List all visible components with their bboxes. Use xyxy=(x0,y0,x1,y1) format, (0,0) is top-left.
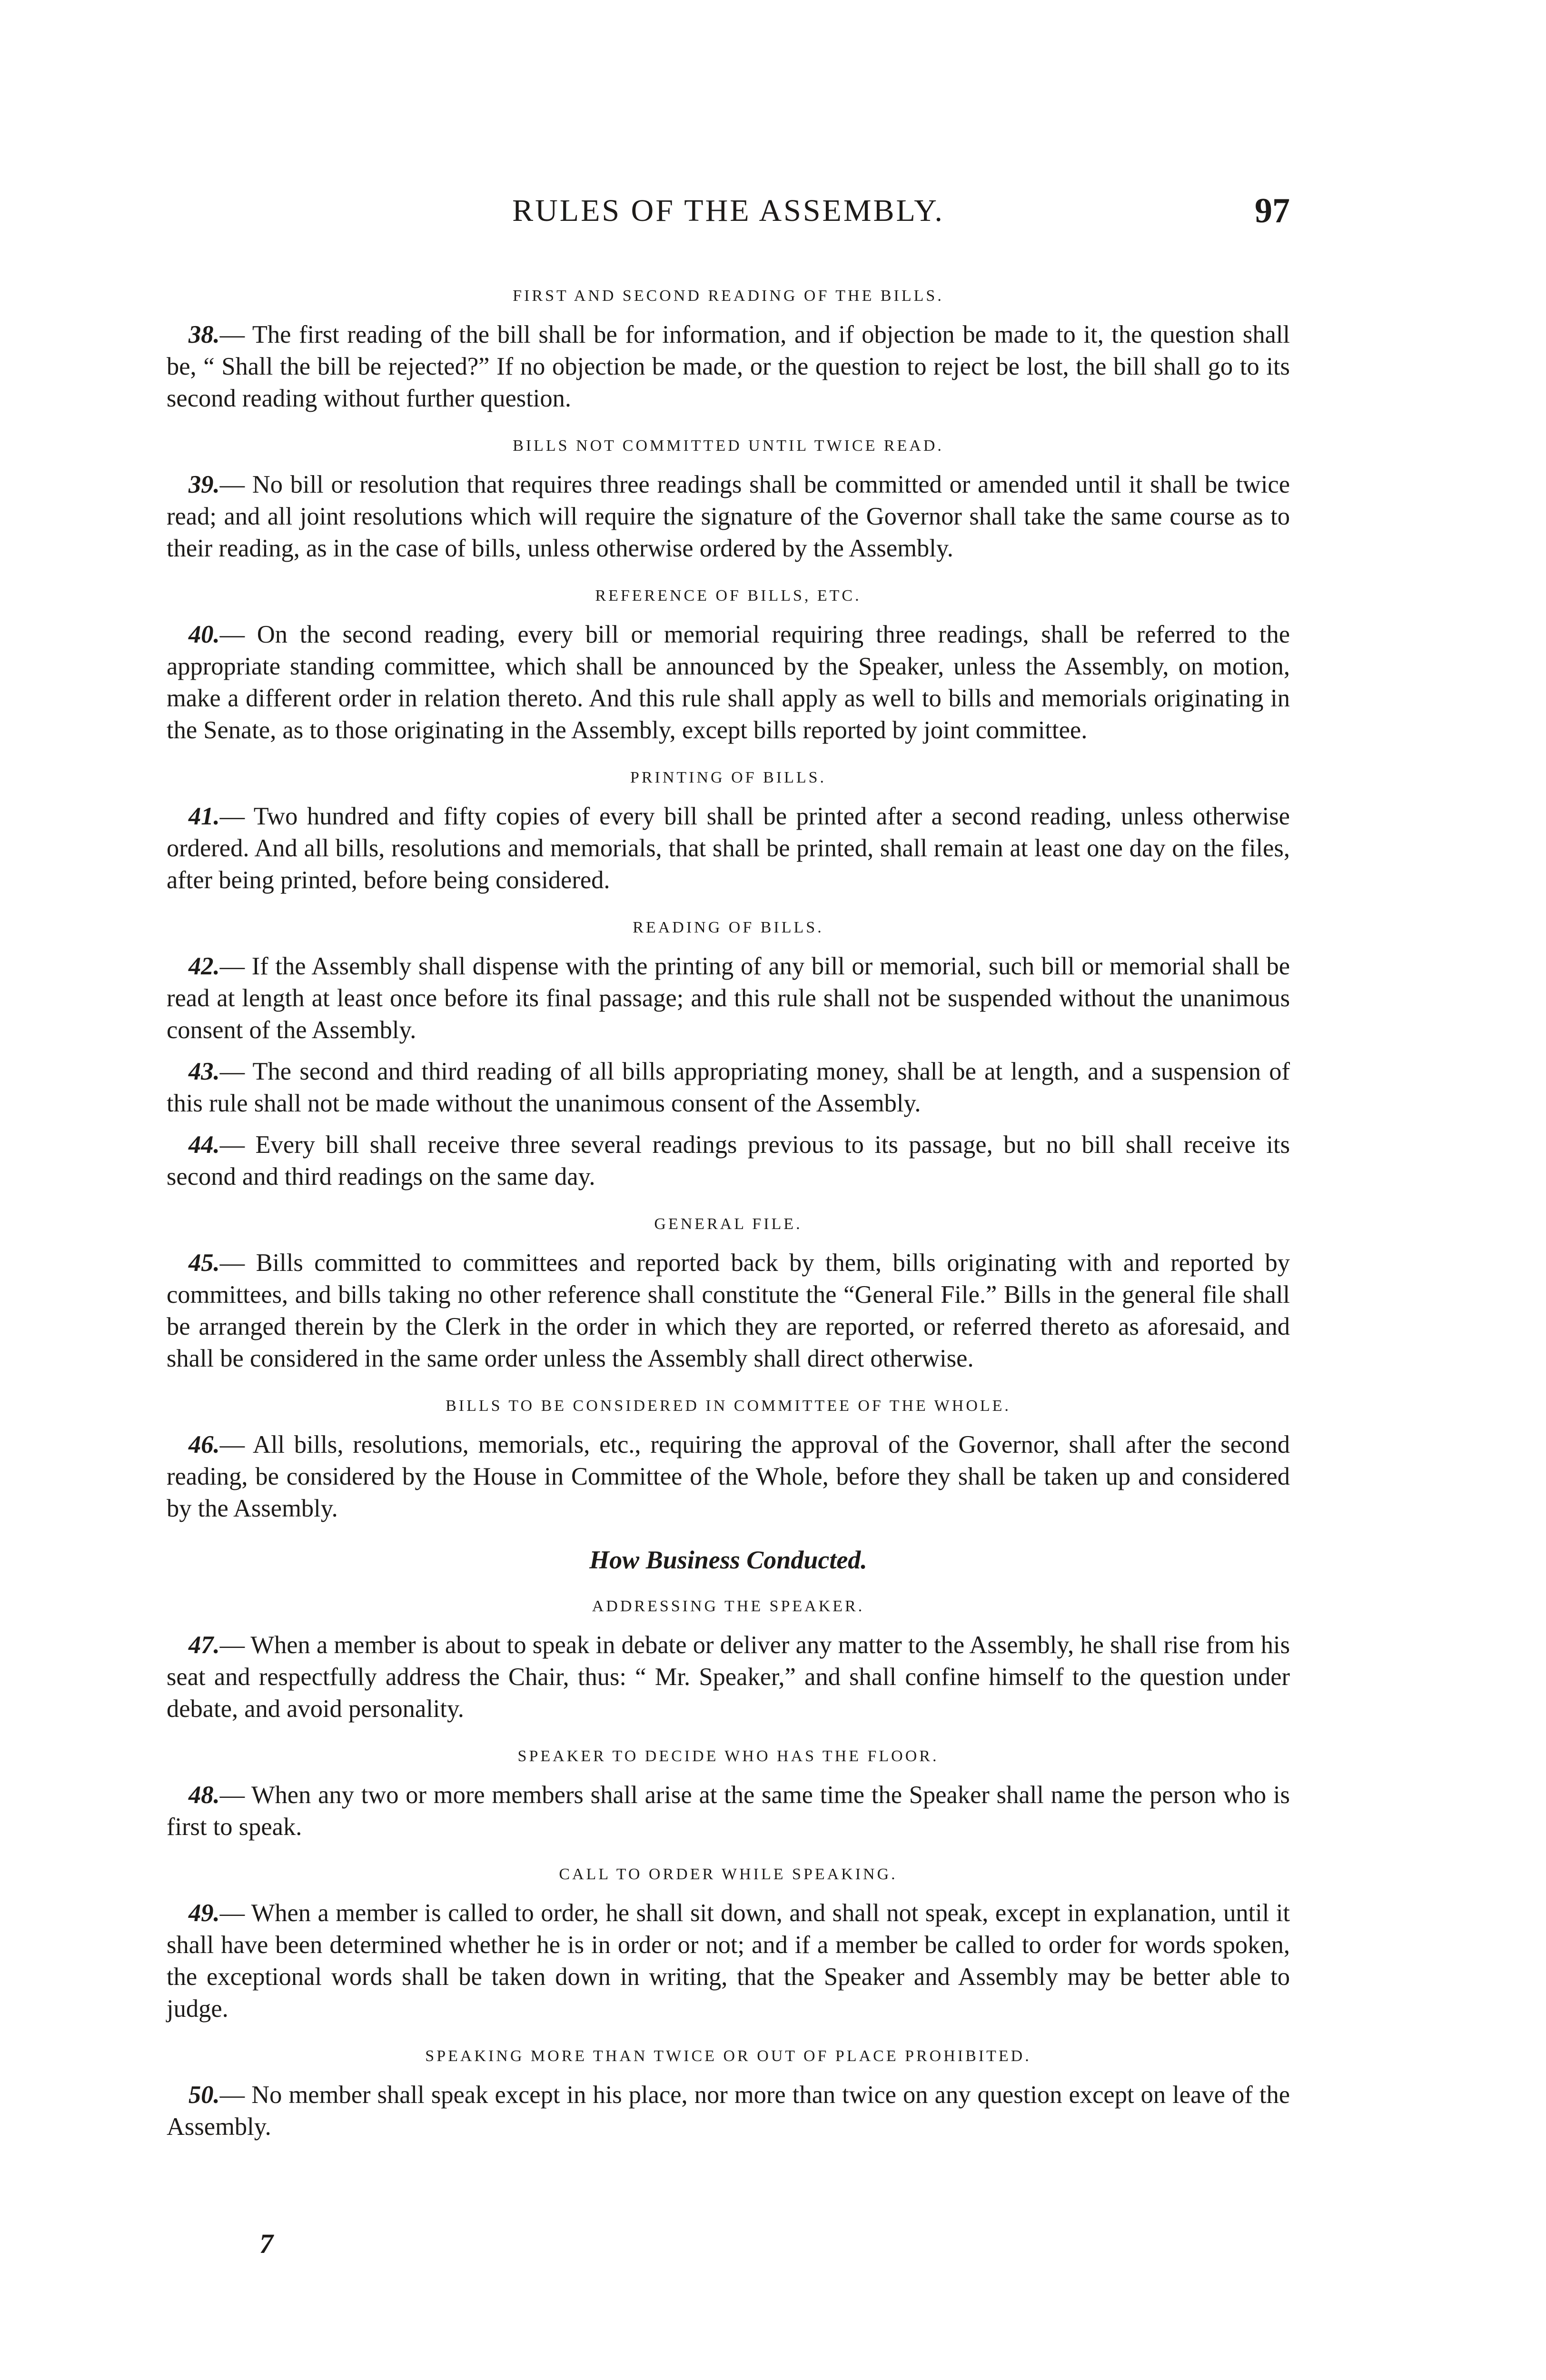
rule-number: 42. xyxy=(188,952,220,980)
rule-number: 44. xyxy=(188,1131,220,1159)
rule-number: 46. xyxy=(188,1431,220,1458)
rule-paragraph: 49.— When a member is called to order, he shall sit down, and shall not speak, except in explanation, until it shall have been determined whether he is in order or not; and if a member be called to order for words spoken, the exceptional words shall be taken down in writing, that the Speaker and Assembly may be better able to judge. xyxy=(167,1899,1290,2023)
rule-text: When any two or more members shall arise at the same time the Speaker shall name the person who is first to speak. xyxy=(167,1781,1290,1841)
rule-text: No member shall speak except in his place, nor more than twice on any question except on leave of the Assembly. xyxy=(167,2081,1290,2141)
rule-paragraph: 45.— Bills committed to committees and reported back by them, bills originating with and reported by committees, and bills taking no other reference shall constitute the “General File.” Bills in the general file shall be arranged therein by the Clerk in the order in which they are reported, or referred thereto as aforesaid, and shall be considered in the same order unless the Assembly shall direct otherwise. xyxy=(167,1249,1290,1372)
rule-number: 49. xyxy=(188,1899,220,1927)
rule-paragraph: 40.— On the second reading, every bill or memorial requiring three readings, shall be referred to the appropriate standing committee, which shall be announced by the Speaker, unless the Assembly, on motion, make a different order in relation thereto. And this rule shall apply as well to bills and memorials originating in the Senate, as to those originating in the Assembly, except bills reported by joint committee. xyxy=(167,621,1290,744)
page-number: 97 xyxy=(1255,191,1290,230)
rule-heading: REFERENCE OF BILLS, ETC. xyxy=(595,587,862,605)
signature-mark: 7 xyxy=(259,2228,273,2259)
rule-number: 40. xyxy=(188,621,220,648)
rule-text: Two hundred and fifty copies of every bill shall be printed after a second reading, unless otherwise ordered. And all bills, resolutions and memorials, that shall be printed, shall remain at least one day on the files, after being printed, before being considered. xyxy=(167,803,1290,894)
section-heading: How Business Conducted. xyxy=(589,1546,867,1574)
rule-number: 39. xyxy=(188,471,220,498)
rule-heading: SPEAKING MORE THAN TWICE OR OUT OF PLACE PROHIBITED. xyxy=(425,2047,1031,2065)
rule-heading: GENERAL FILE. xyxy=(654,1215,803,1233)
rule-heading: BILLS TO BE CONSIDERED IN COMMITTEE OF THE WHOLE. xyxy=(446,1397,1011,1415)
rule-paragraph: 39.— No bill or resolution that requires three readings shall be committed or amended until it shall be twice read; and all joint resolutions which will require the signature of the Governor shall take the same course as to their reading, as in the case of bills, unless otherwise ordered by the Assembly. xyxy=(167,471,1290,562)
rule-heading: PRINTING OF BILLS. xyxy=(630,769,827,786)
rule-paragraph: 43.— The second and third reading of all bills appropriating money, shall be at length, and a suspension of this rule shall not be made without the unanimous consent of the Assembly. xyxy=(167,1058,1290,1117)
rule-heading: ADDRESSING THE SPEAKER. xyxy=(592,1597,865,1615)
rule-heading: CALL TO ORDER WHILE SPEAKING. xyxy=(559,1865,898,1883)
rule-text: When a member is about to speak in debate or deliver any matter to the Assembly, he shall rise from his seat and respectfully address the Chair, thus: “ Mr. Speaker,” and shall confine himself to the question under debate, and avoid personality. xyxy=(167,1631,1290,1723)
rule-number: 38. xyxy=(188,321,220,348)
rule-number: 45. xyxy=(188,1249,220,1277)
rule-number: 43. xyxy=(188,1058,220,1085)
rule-number: 47. xyxy=(188,1631,220,1659)
rule-paragraph: 47.— When a member is about to speak in debate or deliver any matter to the Assembly, he shall rise from his seat and respectfully address the Chair, thus: “ Mr. Speaker,” and shall confine himself to the question under debate, and avoid personality. xyxy=(167,1631,1290,1723)
rule-text: No bill or resolution that requires three readings shall be committed or amended until it shall be twice read; and all joint resolutions which will require the signature of the Governor shall take the same course as to their reading, as in the case of bills, unless otherwise ordered by the Assembly. xyxy=(167,471,1290,562)
rule-text: All bills, resolutions, memorials, etc., requiring the approval of the Governor, shall after the second reading, be considered by the House in Committee of the Whole, before they shall be taken up and considered by the Assembly. xyxy=(167,1431,1290,1522)
rule-paragraph: 48.— When any two or more members shall arise at the same time the Speaker shall name the person who is first to speak. xyxy=(167,1781,1290,1841)
rule-number: 50. xyxy=(188,2081,220,2109)
rule-paragraph: 44.— Every bill shall receive three several readings previous to its passage, but no bill shall receive its second and third readings on the same day. xyxy=(167,1131,1290,1190)
rule-text: On the second reading, every bill or memorial requiring three readings, shall be referred to the appropriate standing committee, which shall be announced by the Speaker, unless the Assembly, on motion, make a different order in relation thereto. And this rule shall apply as well to bills and memorials originating in the Senate, as to those originating in the Assembly, except bills reported by joint committee. xyxy=(167,621,1290,744)
rule-text: Bills committed to committees and reported back by them, bills originating with and reported by committees, and bills taking no other reference shall constitute the “General File.” Bills in the general file shall be arranged therein by the Clerk in the order in which they are reported, or referred thereto as aforesaid, and shall be considered in the same order unless the Assembly shall direct otherwise. xyxy=(167,1249,1290,1372)
rule-heading: FIRST AND SECOND READING OF THE BILLS. xyxy=(513,287,944,305)
running-title: RULES OF THE ASSEMBLY. xyxy=(512,193,944,228)
rule-text: The second and third reading of all bills appropriating money, shall be at length, and a suspension of this rule shall not be made without the unanimous consent of the Assembly. xyxy=(167,1058,1290,1117)
rule-paragraph: 50.— No member shall speak except in his place, nor more than twice on any question except on leave of the Assembly. xyxy=(167,2081,1290,2141)
rule-paragraph: 46.— All bills, resolutions, memorials, etc., requiring the approval of the Governor, shall after the second reading, be considered by the House in Committee of the Whole, before they shall be taken up and considered by the Assembly. xyxy=(167,1431,1290,1522)
rule-paragraph: 38.— The first reading of the bill shall be for information, and if objection be made to it, the question shall be, “ Shall the bill be rejected?” If no objection be made, or the question to reject be lost, the bill shall go to its second reading without further question. xyxy=(167,321,1290,412)
rule-text: Every bill shall receive three several readings previous to its passage, but no bill shall receive its second and third readings on the same day. xyxy=(167,1131,1290,1190)
rule-heading: SPEAKER TO DECIDE WHO HAS THE FLOOR. xyxy=(517,1747,939,1765)
rule-number: 48. xyxy=(188,1781,220,1809)
rule-text: When a member is called to order, he shall sit down, and shall not speak, except in explanation, until it shall have been determined whether he is in order or not; and if a member be called to order for words spoken, the exceptional words shall be taken down in writing, that the Speaker and Assembly may be better able to judge. xyxy=(167,1899,1290,2023)
rule-paragraph: 42.— If the Assembly shall dispense with the printing of any bill or memorial, such bill or memorial shall be read at length at least once before its final passage; and this rule shall not be suspended without the unanimous consent of the Assembly. xyxy=(167,952,1290,1044)
rule-heading: BILLS NOT COMMITTED UNTIL TWICE READ. xyxy=(513,437,944,455)
rule-number: 41. xyxy=(188,803,220,830)
rule-text: The first reading of the bill shall be for information, and if objection be made to it, the question shall be, “ Shall the bill be rejected?” If no objection be made, or the question to reject be lost, the bill shall go to its second reading without further question. xyxy=(167,321,1290,412)
rules-body xyxy=(167,286,1290,2152)
rule-paragraph: 41.— Two hundred and fifty copies of every bill shall be printed after a second reading, unless otherwise ordered. And all bills, resolutions and memorials, that shall be printed, shall remain at least one day on the files, after being printed, before being considered. xyxy=(167,803,1290,894)
rule-heading: READING OF BILLS. xyxy=(633,919,824,936)
running-head xyxy=(167,193,1290,245)
rule-text: If the Assembly shall dispense with the printing of any bill or memorial, such bill or memorial shall be read at length at least once before its final passage; and this rule shall not be suspended without the unanimous consent of the Assembly. xyxy=(167,952,1290,1044)
